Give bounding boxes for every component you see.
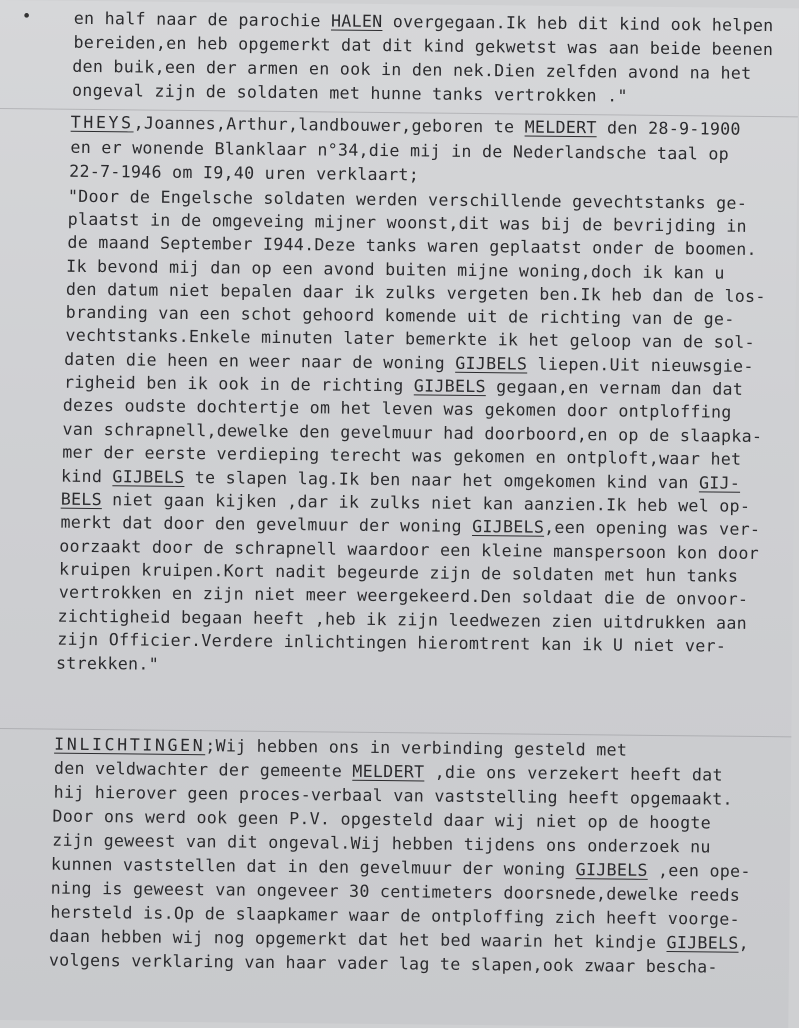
text-line [59, 560, 738, 587]
text-line [54, 735, 627, 761]
text-run: kunnen vaststellen dat in den gevelmuur der woning [50, 854, 576, 880]
text-run: ,een ope- [647, 860, 751, 881]
underlined-name: INLICHTINGEN [54, 734, 206, 756]
text-run: vechtstanks.Enkele minuten later bemerkte ik het geloop van de sol- [65, 325, 756, 352]
text-run: te slapen lag.Ik ben naar het omgekomen kind van [184, 467, 700, 493]
text-run: oorzaakt door de schrapnell waardoor een kleine manspersoon kon door [59, 536, 760, 563]
text-line [60, 513, 760, 540]
text-run: ,die ons verzekert heeft dat [424, 762, 723, 785]
text-run: vertrokken en zijn niet meer weergekeerd.Den soldaat die de onvoor- [58, 582, 749, 609]
text-run: en half naar de parochie [73, 8, 332, 31]
text-line [57, 630, 726, 657]
text-line [69, 162, 419, 186]
underlined-name: MELDERT [524, 117, 597, 138]
text-run: hij hierover geen proces-verbaal van vaststelling heeft opgemaakt. [53, 782, 733, 809]
text-line [63, 396, 732, 423]
text-run: zichtigheid begaan heeft ,heb ik zijn leedwezen zien uitdrukken aan [57, 606, 748, 633]
underlined-name: GIJBELS [472, 516, 545, 537]
text-run: 22-7-1946 om I9,40 uren verklaart; [69, 161, 420, 185]
text-run: mer der eerste verdieping terecht was gekomen en ontploft,waar het [62, 442, 742, 469]
text-line [71, 113, 741, 140]
text-line [67, 233, 757, 260]
text-run: den veldwachter der gemeente [53, 758, 353, 781]
text-run: branding van een schot gehoord komende uit de richting van de ge- [65, 302, 735, 329]
text-line [54, 759, 723, 786]
text-line [65, 326, 755, 353]
text-line [66, 303, 735, 330]
text-run: kruipen kruipen.Kort nadit begeurde zijn de soldaten met hun tanks [58, 559, 739, 586]
text-line [72, 81, 628, 107]
text-run: kind [60, 466, 113, 487]
text-run: niet gaan kijken ,dar ik zulks niet kan aanzien.Ik heb wel op- [101, 490, 751, 516]
text-line [74, 9, 774, 36]
text-run: , [738, 933, 750, 953]
text-run: daten die heen en weer naar de woning [64, 349, 456, 373]
text-run: zijn Officier.Verdere inlichtingen hieromtrent kan ik U niet ver- [57, 629, 727, 656]
text-run: merkt dat door den gevelmuur der woning [60, 512, 473, 536]
text-run: den 28-9-1900 [596, 118, 741, 139]
text-line [52, 807, 711, 834]
text-run: ning is geweest van ongeveer 30 centimeters doorsnede,dewelke reeds [50, 878, 741, 905]
text-line [70, 138, 729, 165]
text-line [68, 187, 747, 214]
text-run: righeid ben ik ook in de richting [63, 372, 414, 396]
text-line [62, 443, 741, 470]
text-line [73, 33, 773, 60]
text-run: Ik bevond mij dan op een avond buiten mijne woning,doch ik kan u [66, 256, 725, 283]
text-line [59, 583, 749, 610]
text-line [50, 903, 740, 930]
underlined-name: GIJBELS [666, 933, 739, 953]
underlined-name: GIJBELS [112, 467, 185, 487]
text-run: liepen.Uit nieuwsgie- [527, 354, 754, 376]
text-run: strekken." [55, 653, 160, 674]
text-run: overgegaan.Ik heb dit kind ook helpen [382, 12, 774, 36]
text-line [64, 373, 743, 400]
text-run: den buik,een der armen en ook in den nek.Dien zelfden avond na het [72, 56, 752, 83]
text-line [49, 951, 718, 978]
text-line [51, 879, 741, 906]
text-run: volgens verklaring van haar vader lag te slapen,ook zwaar bescha- [48, 950, 718, 977]
text-line [52, 831, 711, 858]
underlined-name: HALEN [330, 11, 383, 32]
text-run: de maand September I944.Deze tanks waren geplaatst onder de boomen. [67, 232, 757, 259]
text-run: den datum niet bepalen daar ik zulks vergeten ben.Ik heb dan de los- [65, 279, 766, 307]
text-line [68, 210, 747, 237]
text-run: "Door de Engelsche soldaten werden verschillende gevechtstanks ge- [67, 186, 748, 213]
underlined-name: GIJBELS [575, 860, 648, 880]
text-run: gegaan,en vernam dan dat [485, 377, 744, 399]
underlined-name: THEYS [70, 112, 134, 133]
text-run: ,Joannes,Arthur,landbouwer,geboren te [133, 113, 525, 137]
text-run: ;Wij hebben ons in verbinding gesteld met [205, 736, 628, 760]
text-run: zijn geweest van dit ongeval.Wij hebben tijdens ons onderzoek nu [52, 830, 711, 857]
text-line [51, 855, 751, 882]
text-run: ,een opening was ver- [544, 517, 761, 539]
text-run: bereiden,en heb opgemerkt dat dit kind gekwetst was aan beide beenen [73, 32, 774, 60]
text-run: Door ons werd ook geen P.V. opgesteld daar wij niet op de hoogte [52, 806, 712, 833]
text-run: plaatst in de omgeveing mijner woonst,dit was bij de bevrijding in [67, 209, 747, 236]
text-line [66, 257, 725, 284]
text-line [49, 927, 749, 954]
text-line [56, 654, 159, 675]
text-run: hersteld is.Op de slaapkamer waar de ontploffing zich heeft voorge- [50, 902, 740, 929]
underlined-name: GIJBELS [455, 353, 528, 374]
margin-mark: • [21, 6, 32, 26]
text-line [61, 467, 740, 494]
underlined-name: MELDERT [352, 761, 425, 782]
text-line [72, 57, 751, 84]
text-run: daan hebben wij nog opgemerkt dat het bed waarin het kindje [49, 926, 667, 953]
underlined-name: GIJBELS [413, 376, 486, 397]
text-line [54, 783, 733, 810]
text-run: dezes oudste dochtertje om het leven was gekomen door ontploffing [62, 395, 732, 422]
text-run: van schrapnell,dewelke den gevelmuur had doorboord,en op de slaapka- [62, 419, 763, 447]
underlined-name: GIJ- [698, 473, 741, 493]
text-run: en er wonende Blanklaar n°34,die mij in de Nederlandsche taal op [70, 137, 730, 164]
text-run: ongeval zijn de soldaten met hunne tanks vertrokken ." [71, 80, 628, 106]
underlined-name: BELS [60, 489, 103, 510]
